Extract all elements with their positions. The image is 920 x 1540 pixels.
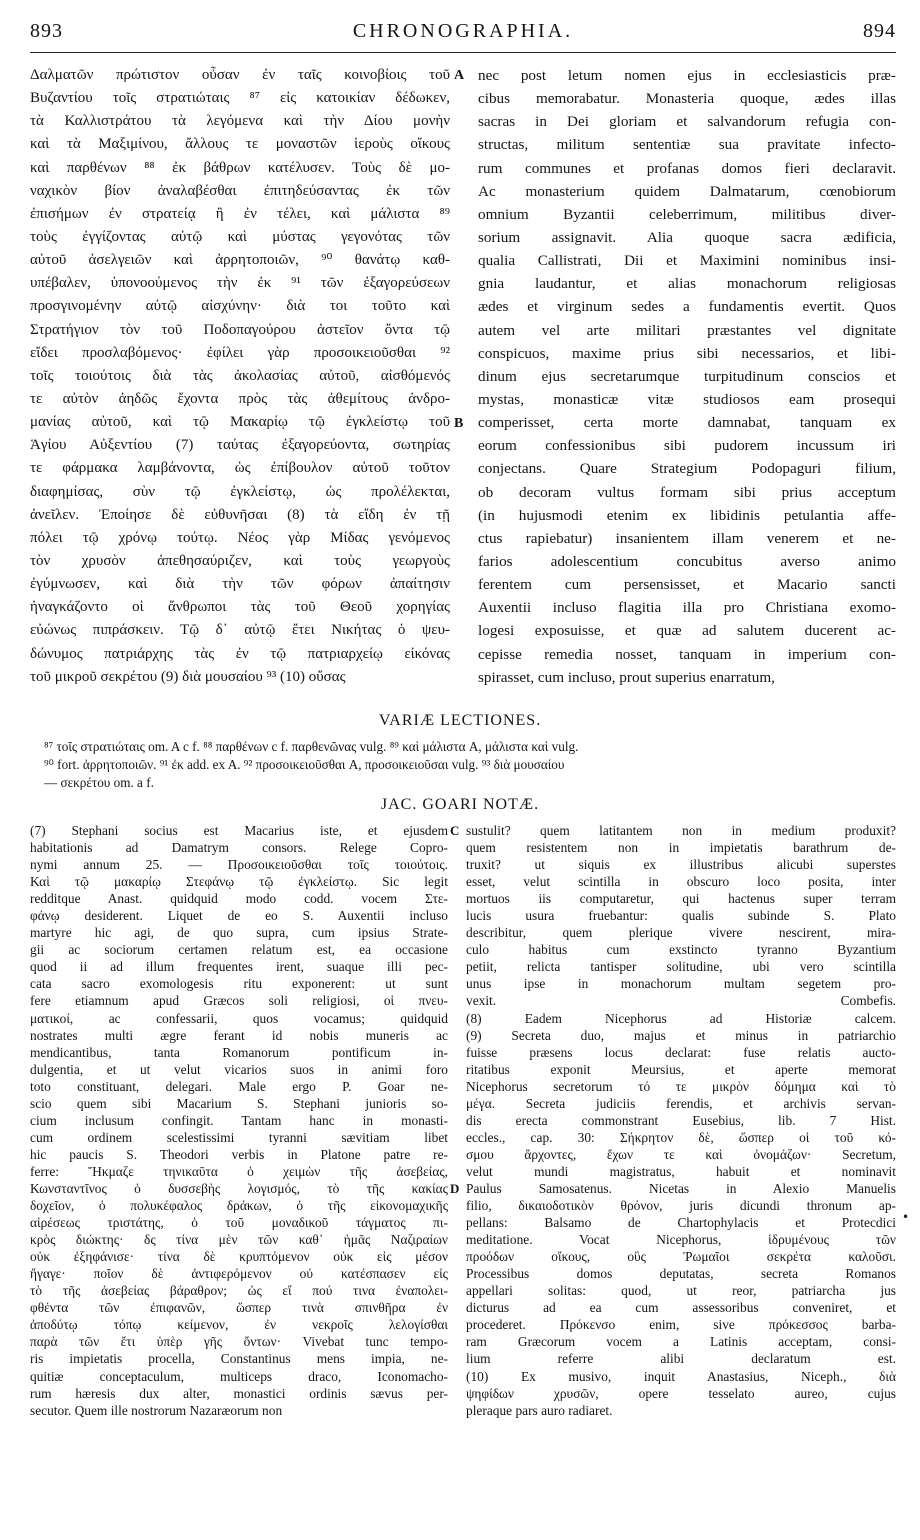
note-line: fuisse præsens locus declarat: fuse relatis aucto- — [466, 1044, 896, 1060]
note-line: martyre hic agi, de quo supra, cum ipsius Strate- — [30, 925, 448, 941]
note-line: τὸ τῆς ἀσεβείας βάραθρον; ὡς εἴ πού τινα ἐναπολει- — [30, 1283, 448, 1299]
note-line: unus ipse in monachorum multam segetem pro- — [466, 976, 896, 992]
note-line: appellari solitas: quod, ut reor, patriarcha jus — [466, 1283, 896, 1299]
note-line: cata sacro exomologesis ritu exponerent: ut sunt — [30, 976, 448, 992]
note-line: cium inclusum confingit. Tantam hanc in monasti- — [30, 1112, 448, 1128]
latin-line: cepisse remedia nosset, tanquam in imperium con- — [478, 645, 896, 663]
note-line: nymi annum 25. — Προσοικειοῦσθαι τοῖς τοιούτοις. — [30, 857, 448, 873]
greek-line: τοῦ μικροῦ σεκρέτου (9) διὰ μουσαίου ⁹³ (10) οὔσας — [30, 668, 346, 685]
greek-line: δώνυμος πατριάρχης τὰς ἐν τῷ πατριαρχείῳ εἰκόνας — [30, 645, 450, 662]
note-line: παρὰ τῶν ἔτι ὑπὲρ γῆς ὄντων· Vivebat tunc tempo- — [30, 1334, 448, 1350]
greek-line: προσγινομένην αὐτῷ αἰσχύνην· διὰ τοι τοῦτο καὶ — [30, 298, 450, 315]
note-line: pleraque pars auro radiaret. — [466, 1402, 613, 1418]
note-line: mendicantibus, tanta Romanorum pontificum in- — [30, 1044, 448, 1060]
note-line: σμου ἄρχοντες, ἔχων τε καὶ ὀνομάζων· Secretum, — [466, 1146, 896, 1162]
latin-line: comperisset, certa morte damnabat, tanquam ex — [478, 414, 896, 432]
note-line: dis erecta commonstrant Eusebius, lib. 7 Hist. — [466, 1112, 896, 1128]
greek-line: καὶ παρθένων ⁸⁸ ἐκ βάθρων κατέλυσεν. Τοὺς δὲ μο- — [30, 159, 450, 176]
note-line: nostrates multi ægre ferant id nobis muneris ac — [30, 1027, 448, 1043]
note-line: Καὶ τῷ μακαρίῳ Στεφάνῳ τῷ ἐγκλείστῳ. Sic legit — [30, 874, 448, 890]
latin-line: mystas, monasticæ vitæ studiosos eam prosequi — [478, 390, 896, 408]
latin-line: ctus rapiebatur) insanientem illam venerem et ne- — [478, 529, 896, 547]
note-line: lucis usura fruebantur: qualis subinde S. Plato — [466, 908, 896, 924]
latin-column — [478, 64, 896, 689]
variant-reading: ⁹⁰ fort. ἀρρητοποιῶν. ⁹¹ ἐκ add. ex A. ⁹² προσοικειοῦσθαι A, προσοικειοῦσαι vulg. ⁹³ διὰ μουσαίου — [44, 757, 565, 772]
latin-line: rum communes et profanas domos fieri declaravit. — [478, 159, 896, 177]
note-line: esset, velut scintilla in obscuro loco posita, inter — [466, 874, 896, 890]
margin-marker-c: C — [450, 823, 460, 838]
notes-section — [30, 822, 896, 1522]
note-line: procederet. Πρόκενσο enim, sive πρόκεσσος barba- — [466, 1317, 896, 1333]
notes-right-column — [466, 822, 896, 1419]
note-line: truxit? ut siquis ex illustribus alicubi superstes — [466, 857, 896, 873]
greek-line: αὐτοῦ ἀσελγειῶν καὶ ἀρρητοποιῶν, ⁹⁰ θανάτῳ καθ- — [30, 252, 450, 269]
note-line: κρὸς διώκτης· δς τίνα μὲν τῶν καθ᾽ ἡμᾶς Ναζιραίων — [30, 1232, 448, 1248]
note-line: μέγα. Secreta judiciis ferendis, et archivis servan- — [466, 1095, 896, 1111]
note-line: ritatibus exponit Meursius, et aperte memorat — [466, 1061, 896, 1077]
latin-line: Auxentii incluso flagitia illa pro Christiana exomo- — [478, 599, 896, 617]
note-line: describitur, quem plerique vivere nescirent, mira- — [466, 925, 896, 941]
greek-line: τε φάρμακα λαμβάνοντα, ὡς ἐπίβουλον αὐτοῦ τοῦτον — [30, 460, 450, 477]
variae-lectiones — [44, 738, 896, 792]
latin-line: conspicuos, maxime prius sibi necessarios, et libi- — [478, 344, 896, 362]
note-line: culo habitus cum exstincto tyranno Byzantium — [466, 942, 896, 958]
page-number-left: 893 — [30, 20, 63, 42]
note-line: dulgentia, et ut velut vicarios suos in animi foro — [30, 1061, 448, 1077]
margin-dot: • — [902, 1210, 910, 1224]
note-line: Processibus domos deputatas, secreta Romanos — [466, 1266, 896, 1282]
latin-line: spirasset, cum incluso, prout superius enarratum, — [478, 668, 775, 686]
note-line: vexit. Combefis. — [466, 993, 896, 1009]
latin-line: dinum ejus secretarumque turpitudinum conscios et — [478, 367, 896, 385]
note-line: pellans: Balsamo de Chartophylacis et Protecdici — [466, 1215, 896, 1231]
note-line: eccles., cap. 30: Σήκρητον δὲ, ὥσπερ οἱ τοῦ κό- — [466, 1129, 896, 1145]
variant-reading: ⁸⁷ τοῖς στρατιώταις om. A c f. ⁸⁸ παρθένων c f. παρθενῶνας vulg. ⁸⁹ καὶ μάλιστα A, μάλιστα καὶ vulg. — [44, 739, 579, 754]
note-line: redditque Anast. quidquid modo codd. vocem Στε- — [30, 891, 448, 907]
latin-line: sorium assignavit. Alia quoque sacra ædificia, — [478, 228, 896, 246]
note-line: filio, δικαιοδοτικὸν θρόνον, juris dicundi thronum ap- — [466, 1198, 896, 1214]
notes-left-column — [30, 822, 448, 1419]
note-line: ris impietatis procella, Constantinus mens impia, ne- — [30, 1351, 448, 1367]
note-line: dicturus ad ea cum assessoribus conveniret, et — [466, 1300, 896, 1316]
greek-line: τοῖς τοιούτοις διὰ τὰς ἀκολασίας αὐτοῦ, αἰσθόμενός — [30, 367, 450, 384]
note-line: ψηφίδων χρυσῶν, opere tesselato aureo, cujus — [466, 1385, 896, 1401]
margin-marker-a: A — [454, 68, 465, 83]
running-head — [30, 12, 896, 53]
note-line: scio quem sibi Macarium S. Stephani junioris so- — [30, 1095, 448, 1111]
note-line: quod ii ad illum frequentes irent, suaque illi pec- — [30, 959, 448, 975]
latin-line: Ac monasterium quidem Dalmatarum, cœnobiorum — [478, 182, 896, 200]
greek-line: τὰ Καλλιστράτου τὰ λεγόμενα καὶ τὴν Δίου μονὴν — [30, 113, 450, 130]
variae-heading: VARIÆ LECTIONES. — [378, 712, 542, 729]
latin-line: gnia laudantur, et alias monachorum religiosas — [478, 275, 896, 293]
margin-marker-d: D — [450, 1181, 460, 1196]
latin-line: cibus memorabatur. Monasteria quoque, ædes illas — [478, 90, 896, 108]
margin-marker-b: B — [454, 416, 464, 431]
latin-line: autem vel arte militari præstantes vel dignitate — [478, 321, 896, 339]
greek-line: τοὺς ἐγγίζοντας αὐτῷ καὶ μύστας γεγονότας τῶν — [30, 228, 450, 245]
note-line: δοχεῖον, ὁ πολυκέφαλος δράκων, ὁ τῆς εἰκονομαχικῆς — [30, 1198, 448, 1214]
note-line: habitationis ad Damatrym consors. Relege Copro- — [30, 840, 448, 856]
latin-line: nec post letum nomen ejus in ecclesiasticis præ- — [478, 67, 896, 84]
greek-line: ἐγύμνωσεν, καὶ διὰ τὴν τῶν φόρων ἀπαίτησιν — [30, 576, 450, 593]
greek-line: ἠναγκάζοντο οἱ ἄνθρωποι τὰς τοῦ Θεοῦ χορηγίας — [30, 599, 450, 616]
note-line: velut mundi magistratus, habuit et nominavit — [466, 1163, 896, 1179]
note-line: Paulus Samosatenus. Nicetas in Alexio Manuelis — [466, 1180, 896, 1196]
note-line: cum ordinem scelestissimi tyranni sævitiam libet — [30, 1129, 448, 1145]
latin-line: omnium Byzantii celeberrimum, militibus diver- — [478, 205, 896, 223]
latin-line: (in hujusmodi etenim ex libidinis petulantia affe- — [478, 506, 896, 524]
page-title: CHRONOGRAPHIA. — [352, 20, 574, 42]
note-line: toto constituant, delegari. Male ergo P. Goar ne- — [30, 1078, 448, 1094]
note-line: meditatione. Vocat Nicephorus, ἱδρυμένους τῶν — [466, 1232, 896, 1248]
latin-line: eorum confessionibus sibi pudorem incussum iri — [478, 437, 896, 455]
variant-reading: — σεκρέτου om. a f. — [44, 775, 154, 790]
greek-line: Ἁγίου Αὐξεντίου (7) ταύτας ἐξαγορεύοντα, σωτηρίας — [30, 437, 450, 454]
note-line: rum hæresis dux alter, monastici ordinis sævus per- — [30, 1385, 448, 1401]
note-line: φάνῳ desiderent. Liquet de eo S. Auxentii incluso — [30, 908, 448, 924]
note-line: ferre: Ἤκμαζε τηνικαῦτα ὁ χειμὼν τῆς ἀσεβείας, — [30, 1163, 448, 1179]
latin-line: ædes et virginum sedes a fundamentis evertit. Quos — [478, 298, 896, 316]
greek-line: υπέβαλεν, ὑπονοούμενος τὴν ἐκ ⁹¹ τῶν ἐξαγορεύσεων — [30, 275, 450, 292]
note-line: ματικοί, ac confessarii, quos vocamus; quidquid — [30, 1010, 448, 1026]
note-line: hic paucis S. Theodori verbis in Platone patre re- — [30, 1146, 448, 1162]
greek-column — [30, 64, 450, 689]
latin-line: logesi exposuisse, et quæ ad salutem ducerent ac- — [478, 622, 896, 640]
page-number-right: 894 — [863, 20, 896, 42]
greek-line: ναχικὸν βίον ἀναλαβέσθαι ἐπιτηδεύσαντας ἐκ τῶν — [30, 182, 450, 199]
note-line: fere etiamnum apud Græcos soli religiosi, οἱ πνευ- — [30, 993, 448, 1009]
note-line: αἱρέσεως τριστάτης, ὁ τοῦ μοναδικοῦ τάγματος πι- — [30, 1215, 448, 1231]
greek-line: τε αὐτὸν ἀηδῶς ἔχοντα πρὸς τὰς ἀθεμίτους ἀνδρο- — [30, 390, 450, 407]
greek-line: τὸν χρυσὸν ἀπεθησαύριζεν, καὶ τοὺς γεωργοὺς — [30, 552, 450, 569]
notes-heading: JAC. GOARI NOTÆ. — [380, 796, 540, 813]
note-line: lium referre alibi declaratum est. — [466, 1351, 896, 1367]
note-line: quem resistentem non in impietatis barathrum de- — [466, 840, 896, 856]
note-line: Nicephorus secretorum τό τε μικρὸν δόμημα καὶ τὸ — [466, 1078, 896, 1094]
note-line: (10) Ex musivo, inquit Anastasius, Niceph., διὰ — [466, 1368, 896, 1384]
greek-line: Στρατήγιον τὸν τοῦ Ποδοπαγούρου ἀστεῖον ὄντα τῷ — [30, 321, 450, 338]
greek-line: μανίας αὐτοῦ, καὶ τῷ Μακαρίῳ τῷ ἐγκλείστῳ τοῦ — [30, 414, 450, 431]
note-line: ram Græcorum vocem a Latinis acceptam, consi- — [466, 1334, 896, 1350]
note-line: sustulit? quem latitantem non in medium produxit? — [466, 823, 896, 838]
greek-line: εὐώνως πιπράσκειν. Τῷ δ᾽ αὐτῷ ἔτει Νικήτας ὁ ψευ- — [30, 622, 450, 639]
note-line: Κωνσταντῖνος ὁ δυσσεβὴς λογισμός, τὸ τῆς κακίας — [30, 1180, 448, 1196]
note-line: petiit, relicta tantisper solitudine, ubi vero scintilla — [466, 959, 896, 975]
latin-line: sacras in Dei gloriam et salvandorum refugia con- — [478, 113, 896, 131]
note-line: mortuos iis computaretur, qui hactenus super terram — [466, 891, 896, 907]
note-line: (9) Secreta duo, majus et minus in patriarchio — [466, 1027, 896, 1043]
note-line: secutor. Quem ille nostrorum Nazaræorum non — [30, 1402, 283, 1418]
latin-line: ob decoram vultus formam sibi prius acceptum — [478, 483, 896, 501]
latin-line: farios adolescentium concubitus averso animo — [478, 552, 896, 570]
greek-line: Βυζαντίου τοῖς στρατιώταις ⁸⁷ εἰς κατοικίαν δέδωκεν, — [30, 90, 450, 107]
note-line: ἀποδύτῳ τόπῳ κείμενον, ἐν νεκροῖς λελογίσθαι — [30, 1317, 448, 1333]
latin-line: qualia Callistrati, Dii et Maximini nominibus insi- — [478, 252, 896, 270]
greek-line: διαφημίσας, σὺν τῷ ἐγκλείστῳ, ὡς προλέλεκται, — [30, 483, 450, 500]
note-line: quitiæ conceptaculum, multiceps draco, Iconomacho- — [30, 1368, 448, 1384]
note-line: οὐκ ἐξηφάνισε· τίνα δὲ κρυπτόμενον οὐκ εἰς μέσον — [30, 1249, 448, 1265]
greek-line: πόλει τῷ χρόνῳ τούτῳ. Νέος γὰρ Μίδας γενόμενος — [30, 529, 450, 546]
greek-line: ἐπισήμων ἐν στρατείᾳ ἢ ἐν τέλει, καὶ μάλιστα ⁸⁹ — [30, 205, 450, 222]
latin-line: ferentem cum persensisset, et Macario sancti — [478, 576, 896, 594]
note-line: (7) Stephani socius est Macarius iste, et ejusdem — [30, 823, 448, 838]
note-line: προόδων οἴκους, οὓς Ῥωμαῖοι σεκρέτα καλοῦσι. — [466, 1249, 896, 1265]
note-line: φθέντα τῶν ἐπιφανῶν, ὥσπερ τινὰ σπινθῆρα ἐν — [30, 1300, 448, 1316]
note-line: ἤγαγε· ποῖον δὲ ἀντιφερόμενον οὐ κατέσπασεν εἰς — [30, 1266, 448, 1282]
note-line: (8) Eadem Nicephorus ad Historiæ calcem. — [466, 1010, 896, 1026]
main-text — [30, 64, 896, 702]
greek-line: Δαλματῶν πρώτιστον οὖσαν ἐν ταῖς κοινοβίοις τοῦ — [30, 67, 450, 83]
note-line: gii ac sociorum certamen relatum est, ea occasione — [30, 942, 448, 958]
greek-line: ἀνεῖλεν. Ἐποίησε δὲ εὐθυνῆσαι (8) τὰ εἴδη ἐν τῇ — [30, 506, 450, 523]
greek-line: καὶ τὰ Μαξιμίνου, ἄλλους τε μοναστῶν ἱεροὺς οἴκους — [30, 136, 450, 153]
latin-line: structas, militum sententiæ sua pravitate infecto- — [478, 136, 896, 154]
greek-line: εἴδει προσλαβόμενος· ἐφίλει γὰρ προσοικειοῦσθαι ⁹² — [30, 344, 450, 361]
latin-line: conjectans. Quare Strategium Podopaguri filium, — [478, 460, 896, 478]
